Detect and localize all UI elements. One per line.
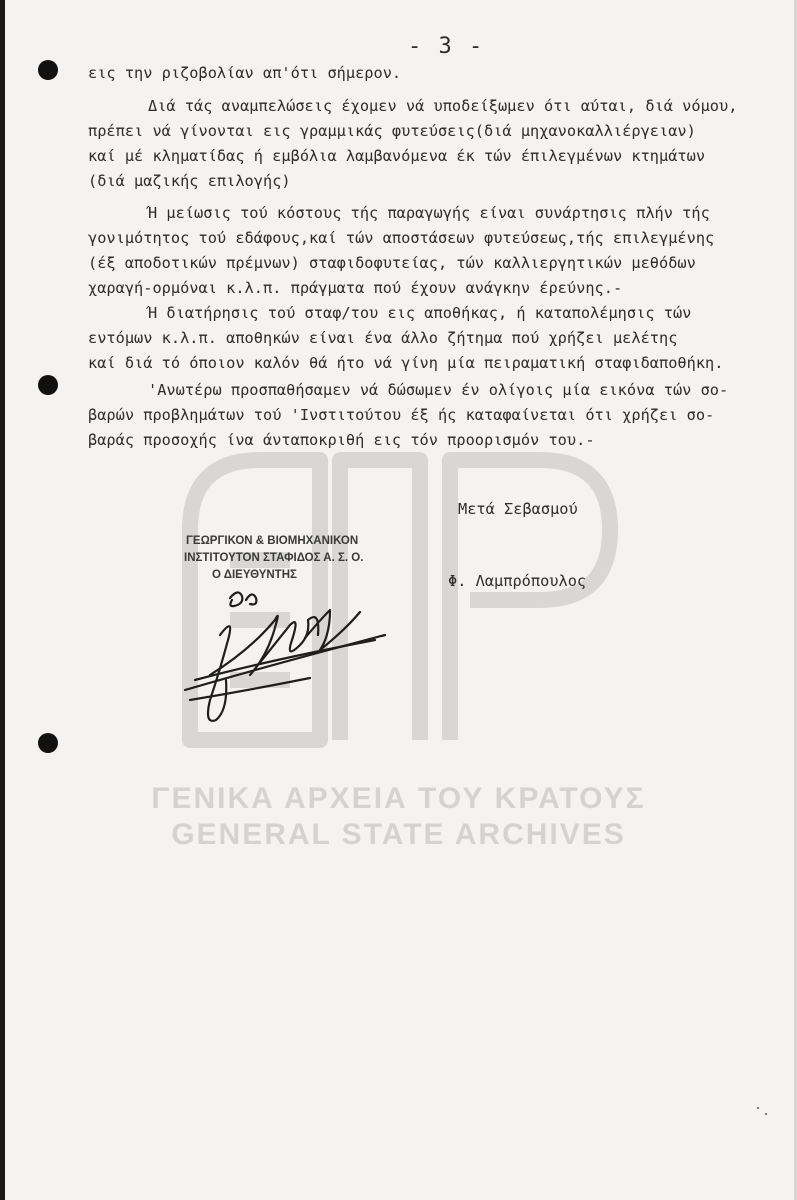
- body-line: (διά μαζικής επιλογής): [88, 172, 291, 190]
- stamp-line: ΙΝΣΤΙΤΟΥΤΟΝ ΣΤΑΦΙΔΟΣ Α. Σ. Ο.: [184, 552, 364, 564]
- body-line: Διά τάς αναμπελώσεις έχομεν νά υποδείξωμεν ότι αύται, διά νόμου,: [148, 97, 738, 115]
- body-line: γονιμότητος τού εδάφους,καί τών αποστάσεων φυτεύσεως,τής επιλεγμένης: [88, 229, 715, 247]
- body-line: βαράς προσοχής ίνα άνταποκριθή εις τόν προορισμόν του.-: [88, 431, 595, 449]
- handwritten-signature: [180, 580, 395, 740]
- punch-hole: [38, 60, 58, 80]
- scan-speck: [765, 1113, 767, 1115]
- body-line: (έξ αποδοτικών πρέμνων) σταφιδοφυτείας, τών καλλιεργητικών μεθόδων: [88, 254, 696, 272]
- watermark-text-english: GENERAL STATE ARCHIVES: [171, 818, 626, 851]
- stamp-line: Ο ΔΙΕΥΘΥΝΤΗΣ: [212, 569, 297, 581]
- body-line: Ή μείωσις τού κόστους τής παραγωγής είναι συνάρτησις πλήν τής: [148, 204, 710, 222]
- stamp-line: ΓΕΩΡΓΙΚΟΝ & ΒΙΟΜΗΧΑΝΙΚΟΝ: [186, 535, 359, 547]
- body-line: Ή διατήρησις τού σταφ/του εις αποθήκας, ή καταπολέμησις τών: [148, 304, 692, 322]
- body-line: βαρών προβλημάτων τού 'Ινστιτούτου έξ ής καταφαίνεται ότι χρήζει σο-: [88, 406, 715, 424]
- closing-salutation: Μετά Σεβασμού: [458, 500, 578, 518]
- body-line: καί μέ κληματίδας ή εμβόλια λαμβανόμενα έκ τών έπιλεγμένων κτημάτων: [88, 147, 706, 165]
- punch-hole: [38, 375, 58, 395]
- scan-speck: [757, 1107, 759, 1109]
- body-line: εις την ριζοβολίαν απ'ότι σήμερον.: [88, 64, 402, 82]
- page-number: - 3 -: [408, 34, 485, 59]
- body-line: εντόμων κ.λ.π. αποθηκών είναι ένα άλλο ζήτημα πού χρήζει μελέτης: [88, 329, 678, 347]
- body-line: 'Ανωτέρω προσπαθήσαμεν νά δώσωμεν έν ολίγοις μία εικόνα τών σο-: [148, 381, 729, 399]
- body-line: πρέπει νά γίνονται εις γραμμικάς φυτεύσεις(διά μηχανοκαλλιέργειαν): [88, 122, 696, 140]
- body-line: καί διά τό όποιον καλόν θά ήτο νά γίνη μία πειραματική σταφιδαποθήκη.: [88, 354, 724, 372]
- body-line: χαραγή-ορμόναι κ.λ.π. πράγματα πού έχουν ανάγκην έρεύνης.-: [88, 279, 623, 297]
- punch-hole: [38, 733, 58, 753]
- watermark-text-greek: ΓΕΝΙΚΑ ΑΡΧΕΙΑ ΤΟΥ ΚΡΑΤΟΥΣ: [151, 782, 646, 815]
- scan-edge: [0, 0, 5, 1200]
- signatory-name: Φ. Λαμπρόπουλος: [448, 572, 587, 590]
